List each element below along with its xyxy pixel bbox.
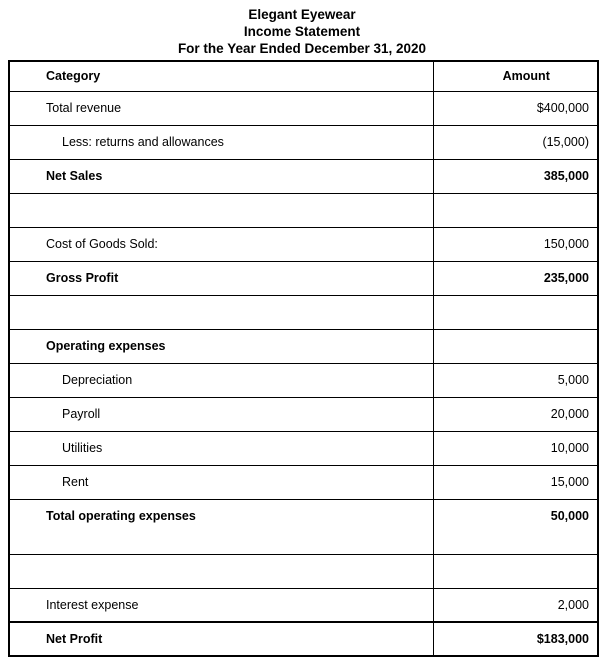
category-cell: Gross Profit (9, 261, 433, 295)
table-row (9, 363, 598, 397)
amount-cell: 150,000 (433, 227, 598, 261)
table-row (9, 465, 598, 499)
amount-cell: $183,000 (433, 622, 598, 656)
table-row (9, 329, 598, 363)
amount-cell (433, 554, 598, 588)
amount-cell: 5,000 (433, 363, 598, 397)
category-cell: Depreciation (9, 363, 433, 397)
income-statement-table (8, 60, 599, 657)
spacer-row (9, 554, 598, 588)
category-cell (9, 295, 433, 329)
category-cell: Payroll (9, 397, 433, 431)
table-row (9, 261, 598, 295)
category-cell: Utilities (9, 431, 433, 465)
category-cell: Cost of Goods Sold: (9, 227, 433, 261)
category-cell: Interest expense (9, 588, 433, 622)
column-header-category: Category (9, 61, 433, 91)
table-row (9, 227, 598, 261)
amount-cell (433, 329, 598, 363)
amount-cell: 10,000 (433, 431, 598, 465)
amount-cell (433, 193, 598, 227)
category-cell: Total operating expenses (9, 499, 433, 554)
amount-cell: 235,000 (433, 261, 598, 295)
category-cell: Net Sales (9, 159, 433, 193)
amount-cell (433, 295, 598, 329)
statement-title: Income Statement (243, 24, 361, 39)
table-row (9, 91, 598, 125)
amount-cell: 20,000 (433, 397, 598, 431)
table-row (9, 125, 598, 159)
amount-cell: 50,000 (433, 499, 598, 554)
spacer-row (9, 295, 598, 329)
amount-cell: (15,000) (433, 125, 598, 159)
table-row (9, 159, 598, 193)
spacer-row (9, 193, 598, 227)
amount-cell: 385,000 (433, 159, 598, 193)
table-row (9, 431, 598, 465)
document-title-block (0, 0, 604, 57)
amount-cell: $400,000 (433, 91, 598, 125)
category-cell: Rent (9, 465, 433, 499)
table-row (9, 397, 598, 431)
header-row (9, 61, 598, 91)
category-cell (9, 554, 433, 588)
category-cell: Total revenue (9, 91, 433, 125)
column-header-amount: Amount (433, 61, 598, 91)
category-cell (9, 193, 433, 227)
category-cell: Less: returns and allowances (9, 125, 433, 159)
category-cell: Operating expenses (9, 329, 433, 363)
amount-cell: 2,000 (433, 588, 598, 622)
table-row (9, 499, 598, 554)
table-body (9, 91, 598, 656)
table-row (9, 622, 598, 656)
table-header (9, 61, 598, 91)
table-row (9, 588, 598, 622)
category-cell: Net Profit (9, 622, 433, 656)
amount-cell: 15,000 (433, 465, 598, 499)
company-name: Elegant Eyewear (248, 7, 356, 22)
statement-period: For the Year Ended December 31, 2020 (177, 41, 427, 56)
